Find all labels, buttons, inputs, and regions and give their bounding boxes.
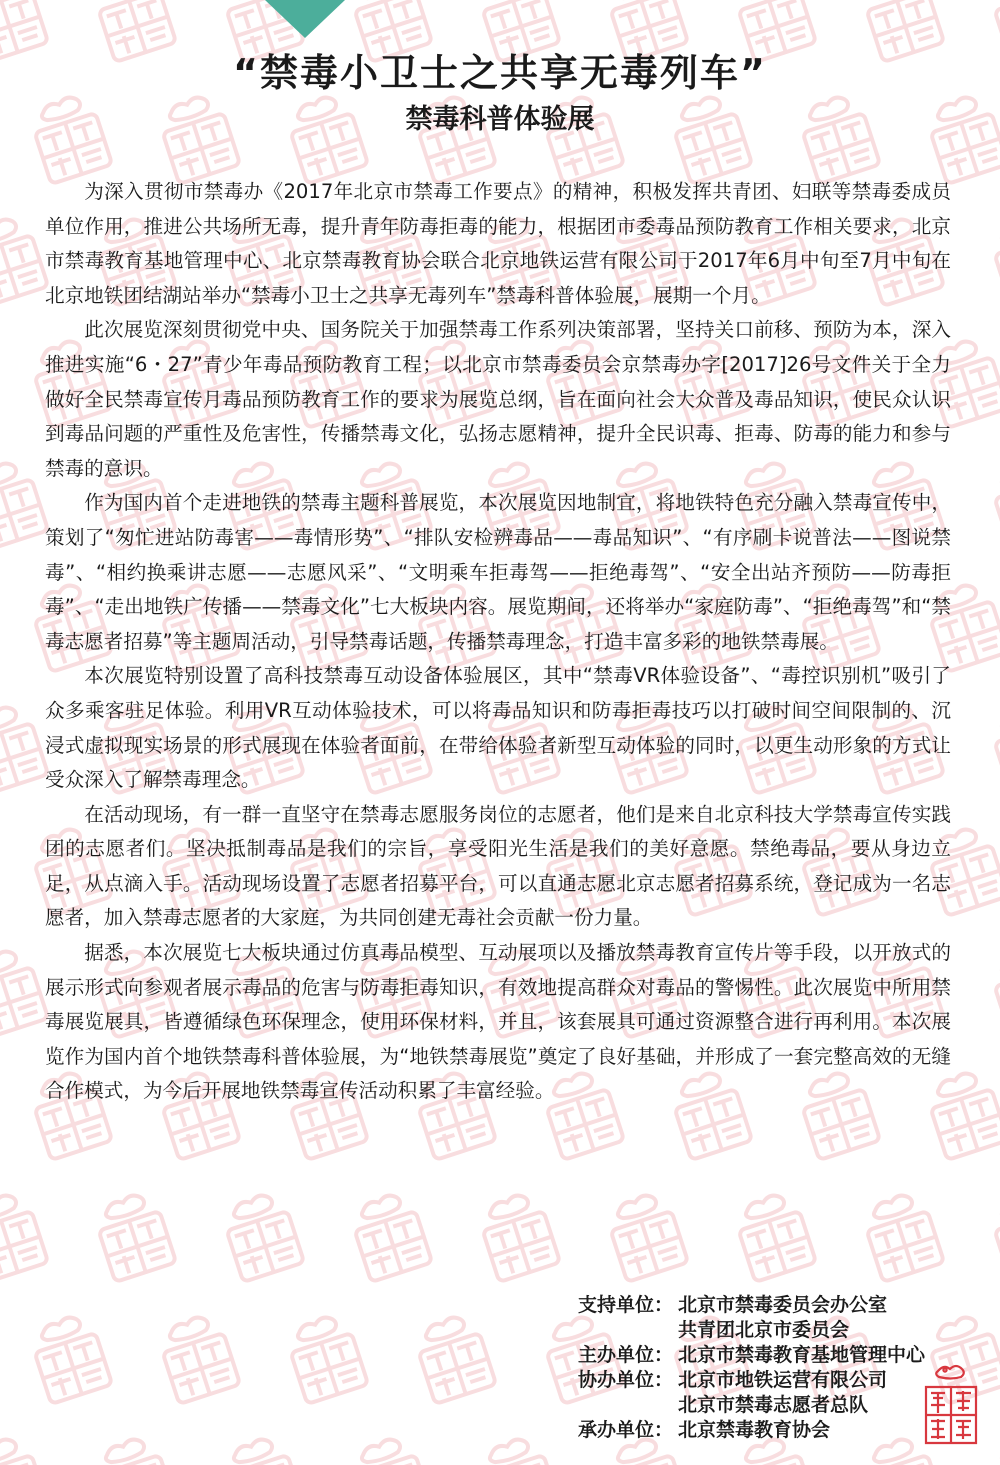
credit-label: 承办单位：: [578, 1419, 674, 1441]
paragraph: 此次展览深刻贯彻党中央、国务院关于加强禁毒工作系列决策部署，坚持关口前移、预防为本，深入推进实施“6・27”青少年毒品预防教育工程；以北京市禁毒委员会京禁毒办字[2017]26号文件关于全力做好全民禁毒宣传月毒品预防教育工作的要求为展览总纲，旨在面向社会大众普及毒品知识，使民众认识到毒品问题的严重性及危害性，传播禁毒文化，弘扬志愿精神，提升全民识毒、拒毒、防毒的能力和参与禁毒的意识。: [45, 318, 951, 480]
credit-label: 主办单位：: [578, 1344, 674, 1366]
watermark-seal-icon: [396, 1300, 512, 1416]
credit-value: 北京禁毒教育协会: [678, 1419, 831, 1441]
paragraph: 作为国内首个走进地铁的禁毒主题科普展览，本次展览因地制宜，将地铁特色充分融入禁毒宣传中，策划了“匆忙进站防毒害——毒情形势”、“排队安检辨毒品——毒品知识”、“有序刷卡说普法——图说禁毒”、“相约换乘讲志愿——志愿风采”、“文明乘车拒毒驾——拒绝毒驾”、“安全出站齐预防——防毒拒毒”、“走出地铁广传播——禁毒文化”七大板块内容。展览期间，还将举办“家庭防毒”、“拒绝毒驾”和“禁毒志愿者招募”等主题周活动，引导禁毒话题，传播禁毒理念，打造丰富多彩的地铁禁毒展。: [45, 491, 951, 653]
paragraph: 据悉，本次展览七大板块通过仿真毒品模型、互动展项以及播放禁毒教育宣传片等手段，以开放式的展示形式向参观者展示毒品的危害与防毒拒毒知识，有效地提高群众对毒品的警惕性。此次展览中所用禁毒展览展具，皆遵循绿色环保理念，使用环保材料，并且，该套展具可通过资源整合进行再利用。本次展览作为国内首个地铁禁毒科普体验展，为“地铁禁毒展览”奠定了良好基础，并形成了一套完整高效的无缝合作模式，为今后开展地铁禁毒宣传活动积累了丰富经验。: [45, 941, 951, 1103]
credit-value: 北京市禁毒志愿者总队: [678, 1394, 869, 1416]
document-subtitle: 禁毒科普体验展: [405, 104, 595, 135]
watermark-seal-icon: [268, 1300, 384, 1416]
article-body: [45, 175, 951, 1109]
credit-value: 北京市地铁运营有限公司: [678, 1369, 888, 1391]
watermark-seal-icon: [0, 1178, 64, 1294]
watermark-seal-icon: [844, 1178, 960, 1294]
watermark-seal-icon: [140, 1300, 256, 1416]
watermark-seal-icon: [972, 934, 1000, 1050]
watermark-seal-icon: [972, 690, 1000, 806]
watermark-seal-icon: [972, 446, 1000, 562]
seal-logo-icon: [918, 1363, 984, 1449]
credit-value: 北京市禁毒委员会办公室: [678, 1294, 888, 1316]
watermark-seal-icon: [972, 202, 1000, 318]
credit-row-support: [578, 1293, 978, 1343]
watermark-seal-icon: [76, 1422, 192, 1465]
watermark-seal-icon: [460, 1178, 576, 1294]
watermark-seal-icon: [204, 1178, 320, 1294]
watermark-seal-icon: [12, 1300, 128, 1416]
watermark-seal-icon: [0, 1422, 64, 1465]
paragraph: 本次展览特别设置了高科技禁毒互动设备体验展区，其中“禁毒VR体验设备”、“毒控识别机”吸引了众多乘客驻足体验。利用VR互动体验技术，可以将毒品知识和防毒拒毒技巧以打破时间空间限制的、沉浸式虚拟现实场景的形式展现在体验者面前，在带给体验者新型互动体验的同时，以更生动形象的方式让受众深入了解禁毒理念。: [45, 664, 951, 792]
watermark-seal-icon: [76, 1178, 192, 1294]
credit-value: 共青团北京市委员会: [678, 1319, 850, 1341]
credit-label: 协办单位：: [578, 1369, 674, 1391]
watermark-seal-icon: [972, 1178, 1000, 1294]
watermark-seal-icon: [204, 1422, 320, 1465]
watermark-seal-icon: [716, 1178, 832, 1294]
document-title: “禁毒小卫士之共享无毒列车”: [233, 51, 767, 95]
watermark-seal-icon: [588, 1178, 704, 1294]
credit-label: 支持单位：: [578, 1294, 674, 1316]
watermark-seal-icon: [460, 1422, 576, 1465]
credit-value: 北京市禁毒教育基地管理中心: [678, 1344, 926, 1366]
watermark-seal-icon: [332, 1422, 448, 1465]
watermark-seal-icon: [332, 1178, 448, 1294]
top-decorative-triangle: [265, 0, 345, 38]
paragraph: 在活动现场，有一群一直坚守在禁毒志愿服务岗位的志愿者，他们是来自北京科技大学禁毒宣传实践团的志愿者们。坚决抵制毒品是我们的宗旨，享受阳光生活是我们的美好意愿。禁绝毒品，要从身边立足，从点滴入手。活动现场设置了志愿者招募平台，可以直通志愿北京志愿者招募系统，登记成为一名志愿者，加入禁毒志愿者的大家庭，为共同创建无毒社会贡献一份力量。: [45, 802, 951, 930]
paragraph: 为深入贯彻市禁毒办《2017年北京市禁毒工作要点》的精神，积极发挥共青团、妇联等禁毒委成员单位作用，推进公共场所无毒，提升青年防毒拒毒的能力，根据团市委毒品预防教育工作相关要求，北京市禁毒教育基地管理中心、北京禁毒教育协会联合北京地铁运营有限公司于2017年6月中旬至7月中旬在北京地铁团结湖站举办“禁毒小卫士之共享无毒列车”禁毒科普体验展，展期一个月。: [45, 180, 951, 307]
